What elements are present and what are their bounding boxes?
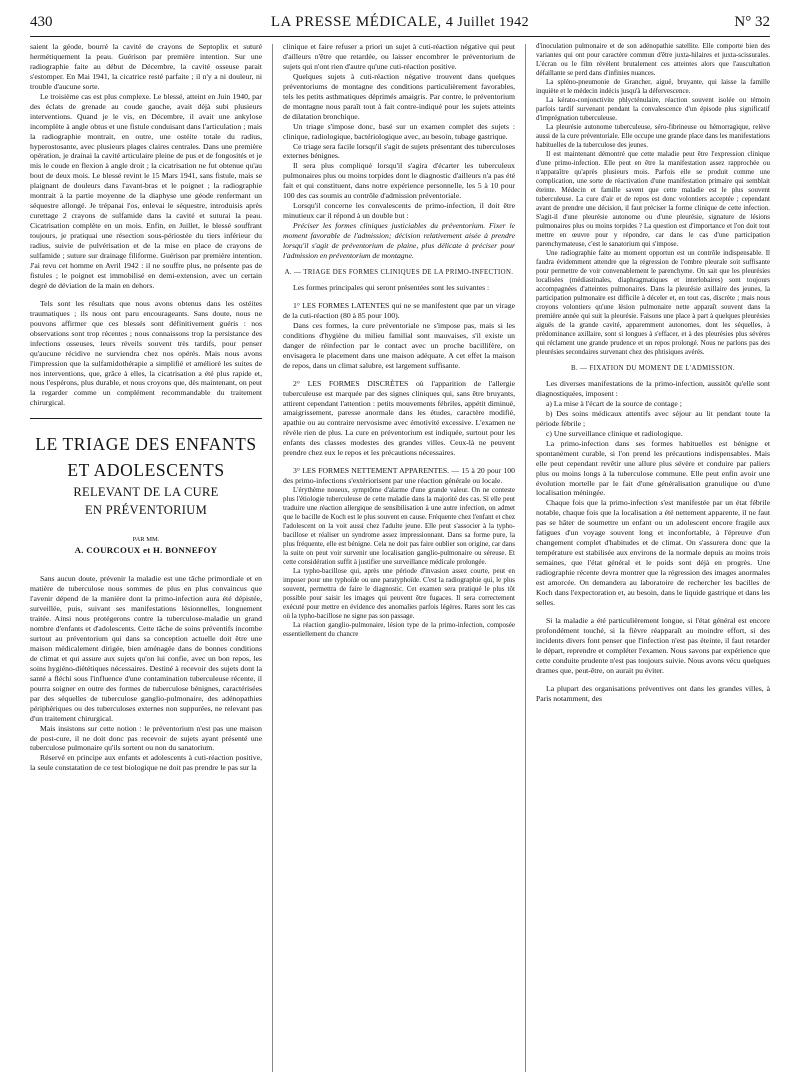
page-number: 430 (30, 14, 53, 30)
title-line: LE TRIAGE DES ENFANTS (35, 434, 257, 455)
paragraph: 3° LES FORMES NETTEMENT APPARENTES. — 15 à 20 pour 100 des primo-infections s'extériorisent par une réaction générale ou locale. (283, 466, 515, 486)
paragraph: Ce triage sera facile lorsqu'il s'agit de sujets présentant des tuberculoses externes bénignes. (283, 141, 515, 161)
column-right (536, 42, 770, 704)
column-middle (283, 42, 515, 639)
paragraph: Sans aucun doute, prévenir la maladie est une tâche primordiale et en matière de tuberculose nous sommes de plus en plus convaincus que l'avenir dépend de la manière dont la primo-infection aura été dépistée, surveillée, puis, suivant ses manifestations lésionnelles, longuement traitée. Ainsi nous protégerons contre la tuberculose-maladie un grand nombre d'enfants et d'adolescents. Cette tâche de soins préventifs incombe surtout au préventorium qui dans sa conception actuelle doit être une maison médicalement dirigée, bien aménagée dans de bonnes conditions de climat et qui assure aux sujets qu'on lui confie, avec un bon repos, les soins hygiéno-diététiques nécessaires. Destiné à recevoir des sujets dont la santé a fléchi sous l'influence d'une contamination tuberculeuse récente, il pourra soigner en outre des formes de tuberculose bénignes, caractérisées par des séquelles de tuberculose ganglio-pulmonaire, des adénopathies périphériques ou des tuberculoses externes non suppurées, ne relevant pas d'un traitement chirurgical. (30, 574, 262, 723)
page-header (30, 14, 770, 37)
article-title (30, 431, 262, 519)
issue-date: 4 Juillet 1942 (445, 15, 530, 30)
paragraph: Lorsqu'il concerne les convalescents de primo-infection, il doit être minutieux car il répond à un double but : (283, 201, 515, 221)
paragraph: Il sera plus compliqué lorsqu'il s'agira d'écarter les tuberculeux pulmonaires plus ou moins torpides dont le diagnostic d'ailleurs n'a pas été fait et qui constituent, dans notre expérience personnelle, les 5 à 10 pour 100 des cas soumis au contrôle d'admission préventoriale. (283, 161, 515, 201)
paragraph: Tels sont les résultats que nous avons obtenus dans les ostéites traumatiques ; ils nous ont paru encourageants. Sans doute, nous ne pouvons affirmer que ces blessés sont définitivement guéris : nos observations sont trop récentes ; nous connaissons trop la persistance des infections osseuses, leurs réveils souvent très tardifs, pour penser qu'aucune récidive ne surviendra chez nos opérés. Mais nous avons l'impression que la sulfamidothérapie a simplifié et amélioré les suites de nos interventions, que, grâce à elles, la cicatrisation a été plus rapide et, nous l'espérons, plus durable, et nous croyons que, dès maintenant, on peut la regarder comme un complément recommandable du traitement chirurgical. (30, 298, 262, 408)
paragraph: La kérato-conjonctivite phlycténulaire, réaction souvent isolée ou témoin parfois tardif survenant pendant la convalescence d'un épisode plus significatif d'imprégnation tuberculeuse. (536, 96, 770, 122)
paragraph: La typho-bacillose qui, après une période d'invasion assez courte, peut en imposer pour une typhoïde ou une paratyphoïde. C'est la radiographie qui, le plus souvent, permettra de faire le diagnostic. Cet examen sera pratiqué le plus tôt possible pour saisir les images qui peuvent être fugaces. Il sera correctement exécuté pour mettre en évidence des anomalies parfois légères. Rares sont les cas où la typho-bacillose ne signe pas son passage. (283, 567, 515, 621)
title-line: EN PRÉVENTORIUM (85, 503, 207, 518)
article-separator (30, 418, 262, 419)
paragraph: Préciser les formes cliniques justiciables du préventorium. Fixer le moment favorable de l'admission; décision relativement aisée à prendre lorsqu'il s'agit de préventorium de plaine, plus délicate à préciser pour l'admission en préventorium de montagne. (283, 221, 515, 261)
paragraph: clinique et faire refuser a priori un sujet à cuti-réaction négative qui peut d'ailleurs n'être que retardée, ou laisser encombrer le préventorium de sujets qui n'ont rien d'autre qu'une cuti-réaction positive. (283, 42, 515, 71)
list-item: a) La mise à l'écart de la source de contage ; (546, 398, 682, 408)
paragraph: Dans ces formes, la cure préventoriale ne s'impose pas, mais si les conditions d'hygiène du milieu familial sont mauvaises, s'il existe un danger de réinfection par le contact avec un proche bacillifère, on envisagera le placement dans une maison adéquate. A cet effet la maison de repos, dans un climat salubre, est largement suffisante. (283, 320, 515, 370)
paragraph: La pleurésie autonome tuberculeuse, séro-fibrineuse ou hémorragique, relève aussi de la cure préventoriale. Elle occupe une grande place dans les manifestations habituelles de la tuberculose des jeunes. (536, 123, 770, 149)
paragraph: 1° LES FORMES LATENTES qui ne se manifestent que par un virage de la cuti-réaction (80 à 85 pour 100). (283, 300, 515, 320)
paragraph: L'érythème noueux, symptôme d'alarme d'une grande valeur. On ne conteste plus l'étiologie tuberculeuse de cette maladie dans la majorité des cas. Si elle peut traduire une réaction allergique de sensibilisation à une autre infection, on admet que le bacille de Koch est le plus souvent en cause. Fréquente chez l'enfant et chez l'adolescent on la voit aussi chez l'adulte jeune. Elle peut s'associer à la typho-bacillose et réaliser un syndrome assez impressionnant. Dans sa forme pure, la plus fréquente, elle est bénigne. Cela ne doit pas faire oublier son origine, car dans la suite on peut voir survenir une localisation ganglio-pulmonaire ou séreuse. Et cette considération suffit à justifier une surveillance médicale prolongée. (283, 486, 515, 567)
paragraph: d'inoculation pulmonaire et de son adénopathie satellite. Elle comporte bien des variantes qui ont pour caractère commun d'être juxta-hilaires et juxta-scissurales. L'écran ou le film révèlent brutalement ces atteintes alors que l'auscultation défaillante se perd dans d'infinies nuances. (536, 42, 770, 77)
paragraph: Si la maladie a été particulièrement longue, si l'état général est encore profondément touché, si la fièvre réapparaît au moindre effort, si des incidents divers font penser que l'infection n'est pas éteinte, il faut retarder le départ, reprendre et compléter l'examen. Nous savons par expérience que cette conduite prudente n'est pas toujours suivie. Nous avons vécu quelques drames que, peut-être, on aurait pu éviter. (536, 615, 770, 675)
journal-title (30, 14, 770, 31)
journal-name: LA PRESSE MÉDICALE, (270, 14, 442, 30)
title-line: RELEVANT DE LA CURE (73, 485, 219, 500)
paragraph: Chaque fois que la primo-infection s'est manifestée par un état fébrile notable, chaque fois que la localisation a été nettement apparente, il ne faut pas se hâter de soumettre un enfant ou un adolescent encore fragile aux fatigues d'un voyage souvent long et inconfortable, à l'épreuve d'un changement complet d'habitudes et de climat. On s'assurera donc que la température est stabilisée aux environs de la normale depuis au moins trois semaines, que l'état général et le poids sont déjà en progrès. Une radiographie récente devra montrer que la régression des images anormales est amorcée. On demandera au laboratoire de rechercher les bacilles de Koch dans l'expectoration et, au besoin, dans le liquide gastrique et dans les selles. (536, 498, 770, 607)
paragraph: Mais insistons sur cette notion : le préventorium n'est pas une maison de post-cure, il ne doit donc pas recevoir de sujets ayant présenté une tuberculose pulmonaire qu'ils sortent ou non du sanatorium. (30, 723, 262, 753)
paragraph: Les diverses manifestations de la primo-infection, aussitôt qu'elle sont diagnostiquées, imposent : (536, 379, 770, 398)
title-line: ET ADOLESCENTS (67, 460, 225, 481)
byline: PAR MM. (132, 536, 160, 544)
paragraph: Un triage s'impose donc, basé sur un examen complet des sujets : clinique, radiologique, bactériologique avec, au besoin, tubage gastrique. (283, 121, 515, 141)
column-divider (272, 44, 273, 1072)
section-heading: A. — TRIAGE DES FORMES CLINIQUES DE LA PRIMO-INFECTION. (284, 268, 514, 276)
paragraph: Réservé en principe aux enfants et adolescents à cuti-réaction positive, la seule constatation de ce test biologique ne doit pas prendre le pas sur la (30, 753, 262, 773)
paragraph: La primo-infection dans ses formes habituelles est bénigne et spontanément curable, si l'on prend les précautions indispensables. Mais elle peut cependant revêtir une allure plus sévère et conduire par paliers plus ou moins longs à la tuberculose commune. Elle peut enfin avoir une évolution mortelle par le fait d'une généralisation granulique ou d'une localisation méningée. (536, 438, 770, 498)
list-item: b) Des soins médicaux attentifs avec séjour au lit pendant toute la période fébrile ; (536, 408, 770, 428)
authors: A. COURCOUX et H. BONNEFOY (74, 545, 218, 556)
paragraph: La réaction ganglio-pulmonaire, lésion type de la primo-infection, composée essentiellement du chancre (283, 621, 515, 639)
list-item: c) Une surveillance clinique et radiologique. (546, 428, 683, 438)
paragraph: Quelques sujets à cuti-réaction négative trouvent dans quelques préventoriums de montagne des conditions particulièrement favorables, tels les petits asthmatiques déprimés amaigris. Par contre, le préventorium de montagne nous paraît tout à fait contre-indiqué pour les sujets atteints de dilatation bronchique. (283, 71, 515, 121)
column-left (30, 42, 262, 773)
issue-number: N° 32 (734, 14, 770, 30)
paragraph: Il est maintenant démontré que cette maladie peut être l'expression clinique d'une primo-infection. Elle peut en être la manifestation assez rapprochée ou n'apparaître qu'après plusieurs mois. Parfois elle se produit comme une complication, une sorte de réactivation d'une manifestation primaire qui semblait éteinte. Médecin et famille savent que cette maladie est le plus souvent tuberculeuse. La cure d'air et de repos est donc volontiers acceptée ; cependant avant de prendre une décision, il faut préciser la forme clinique de cette infection. S'agit-il d'une pleurésie autonome ou d'une pleurésie, signature de lésions pulmonaires plus ou moins torpides ? La question est d'importance et l'on doit tout mettre en œuvre pour y répondre, car dans le cas d'une participation parenchymateuse, c'est le sanatorium qui s'impose. (536, 150, 770, 248)
paragraph: Le troisième cas est plus complexe. Le blessé, atteint en Juin 1940, par des éclats de grenade au coude gauche, avait déjà subi plusieurs interventions. Quand je le vis, en Décembre, il avait une ankylose incomplète à angle obtus et une fistule conduisant dans l'articulation ; mais la radiographie montrait, en outre, une ostéite totale du radius, hyperostosante, avec plusieurs plages claires centrales. Dans une première opération, je drainai la cavité articulaire pleine de pus et de fongosités et je mis le coude en flexion à angle droit ; la cicatrisation ne fut obtenue qu'au bout de deux mois. Le blessé revint le 15 Mars 1941, sans fistule, mais se plaignant de douleurs dans l'avant-bras et le poignet ; la radiographie montrait à la partie moyenne de la diaphyse une géode renfermant un séquestre allongé. Je trépanai l'os, enlevai le séquestre, introduisis après curettage 2 crayons de sulfamide dans la cavité et suturai la peau. Cicatrisation complète en un mois. Enfin, en Juillet, le blessé souffrant toujours, je pratiquai une résection sous-périostée du tiers inférieur du radius, suivie de pulvérisation et de la mise en place de crayons de sulfamide ; suture sur drainage filiforme. Guérison par première intention. J'ai revu cet homme en Avril 1942 : il ne souffre plus, ne présente pas de fistules ; le poignet est immobilisé en demi-extension, avec un certain degré de déviation de la main en dehors. (30, 91, 262, 290)
column-divider (525, 44, 526, 1072)
paragraph: saient la géode, bourré la cavité de crayons de Septoplix et suturé hermétiquement la peau. Guérison par première intention. Sur une radiographie faite au début de Décembre, la cavité osseuse parait s'estomper. En Mai 1941, la cicatrice resté parfaite ; il n'y a ni douleur, ni trouble d'aucune sorte. (30, 42, 262, 91)
paragraph: La spléno-pneumonie de Grancher, aiguë, bruyante, qui laisse la famille inquiète et le médecin indécis jusqu'à la défervescence. (536, 78, 770, 95)
paragraph: Une radiographie faite au moment opportun est un contrôle indispensable. Il faudra évidemment attendre que la régression de l'ombre pleurale soit suffisante pour permettre de voir convenablement le parenchyme. On sait que les pleurésies localisées (médiastinales, diaphragmatiques et interlobaires) sont toujours accompagnées d'atteintes pulmonaires. Dans la pleurésie axillaire des jeunes, la participation pulmonaire est difficile à déceler et, en tout cas, discrète ; mais nous croyons volontiers qu'une lésion pulmonaire nette apparaît souvent dans la première année qui suit la pleurésie. Faisons une place à part à quelques pleurésies aiguës de la grande cavité, apparemment autonomes, dont les séquelles, à prédominance axillaire, sont si longues à s'effacer, et à des pleurésies plus sévères qui réclament une grande prudence et un repos prolongé. Nous ne parlons pas des pleurésies secondaires survenant chez des phtisiques avérés. (536, 249, 770, 356)
section-heading: B. — FIXATION DU MOMENT DE L'ADMISSION. (571, 365, 735, 372)
paragraph: 2° LES FORMES DISCRÈTES où l'apparition de l'allergie tuberculeuse est marquée par des signes cliniques qui, sans être bruyants, attirent cependant l'attention : petits mouvements fébriles, appétit diminué, amaigrissement, paresse anormale dans les études, caractère modifié, apathie ou au contraire nervosisme avec émotivité excessive. L'examen ne révèle rien de plus. La cure en préventorium est indiquée, surtout pour les enfants des classes modestes des grandes villes. Ceux-là ne peuvent prendre chez eux le repos et les précautions nécessaires. (283, 378, 515, 458)
paragraph: Les formes principales qui seront présentées sont les suivantes : (293, 282, 490, 292)
paragraph: La plupart des organisations préventives ont dans les grandes villes, à Paris notamment, des (536, 683, 770, 703)
